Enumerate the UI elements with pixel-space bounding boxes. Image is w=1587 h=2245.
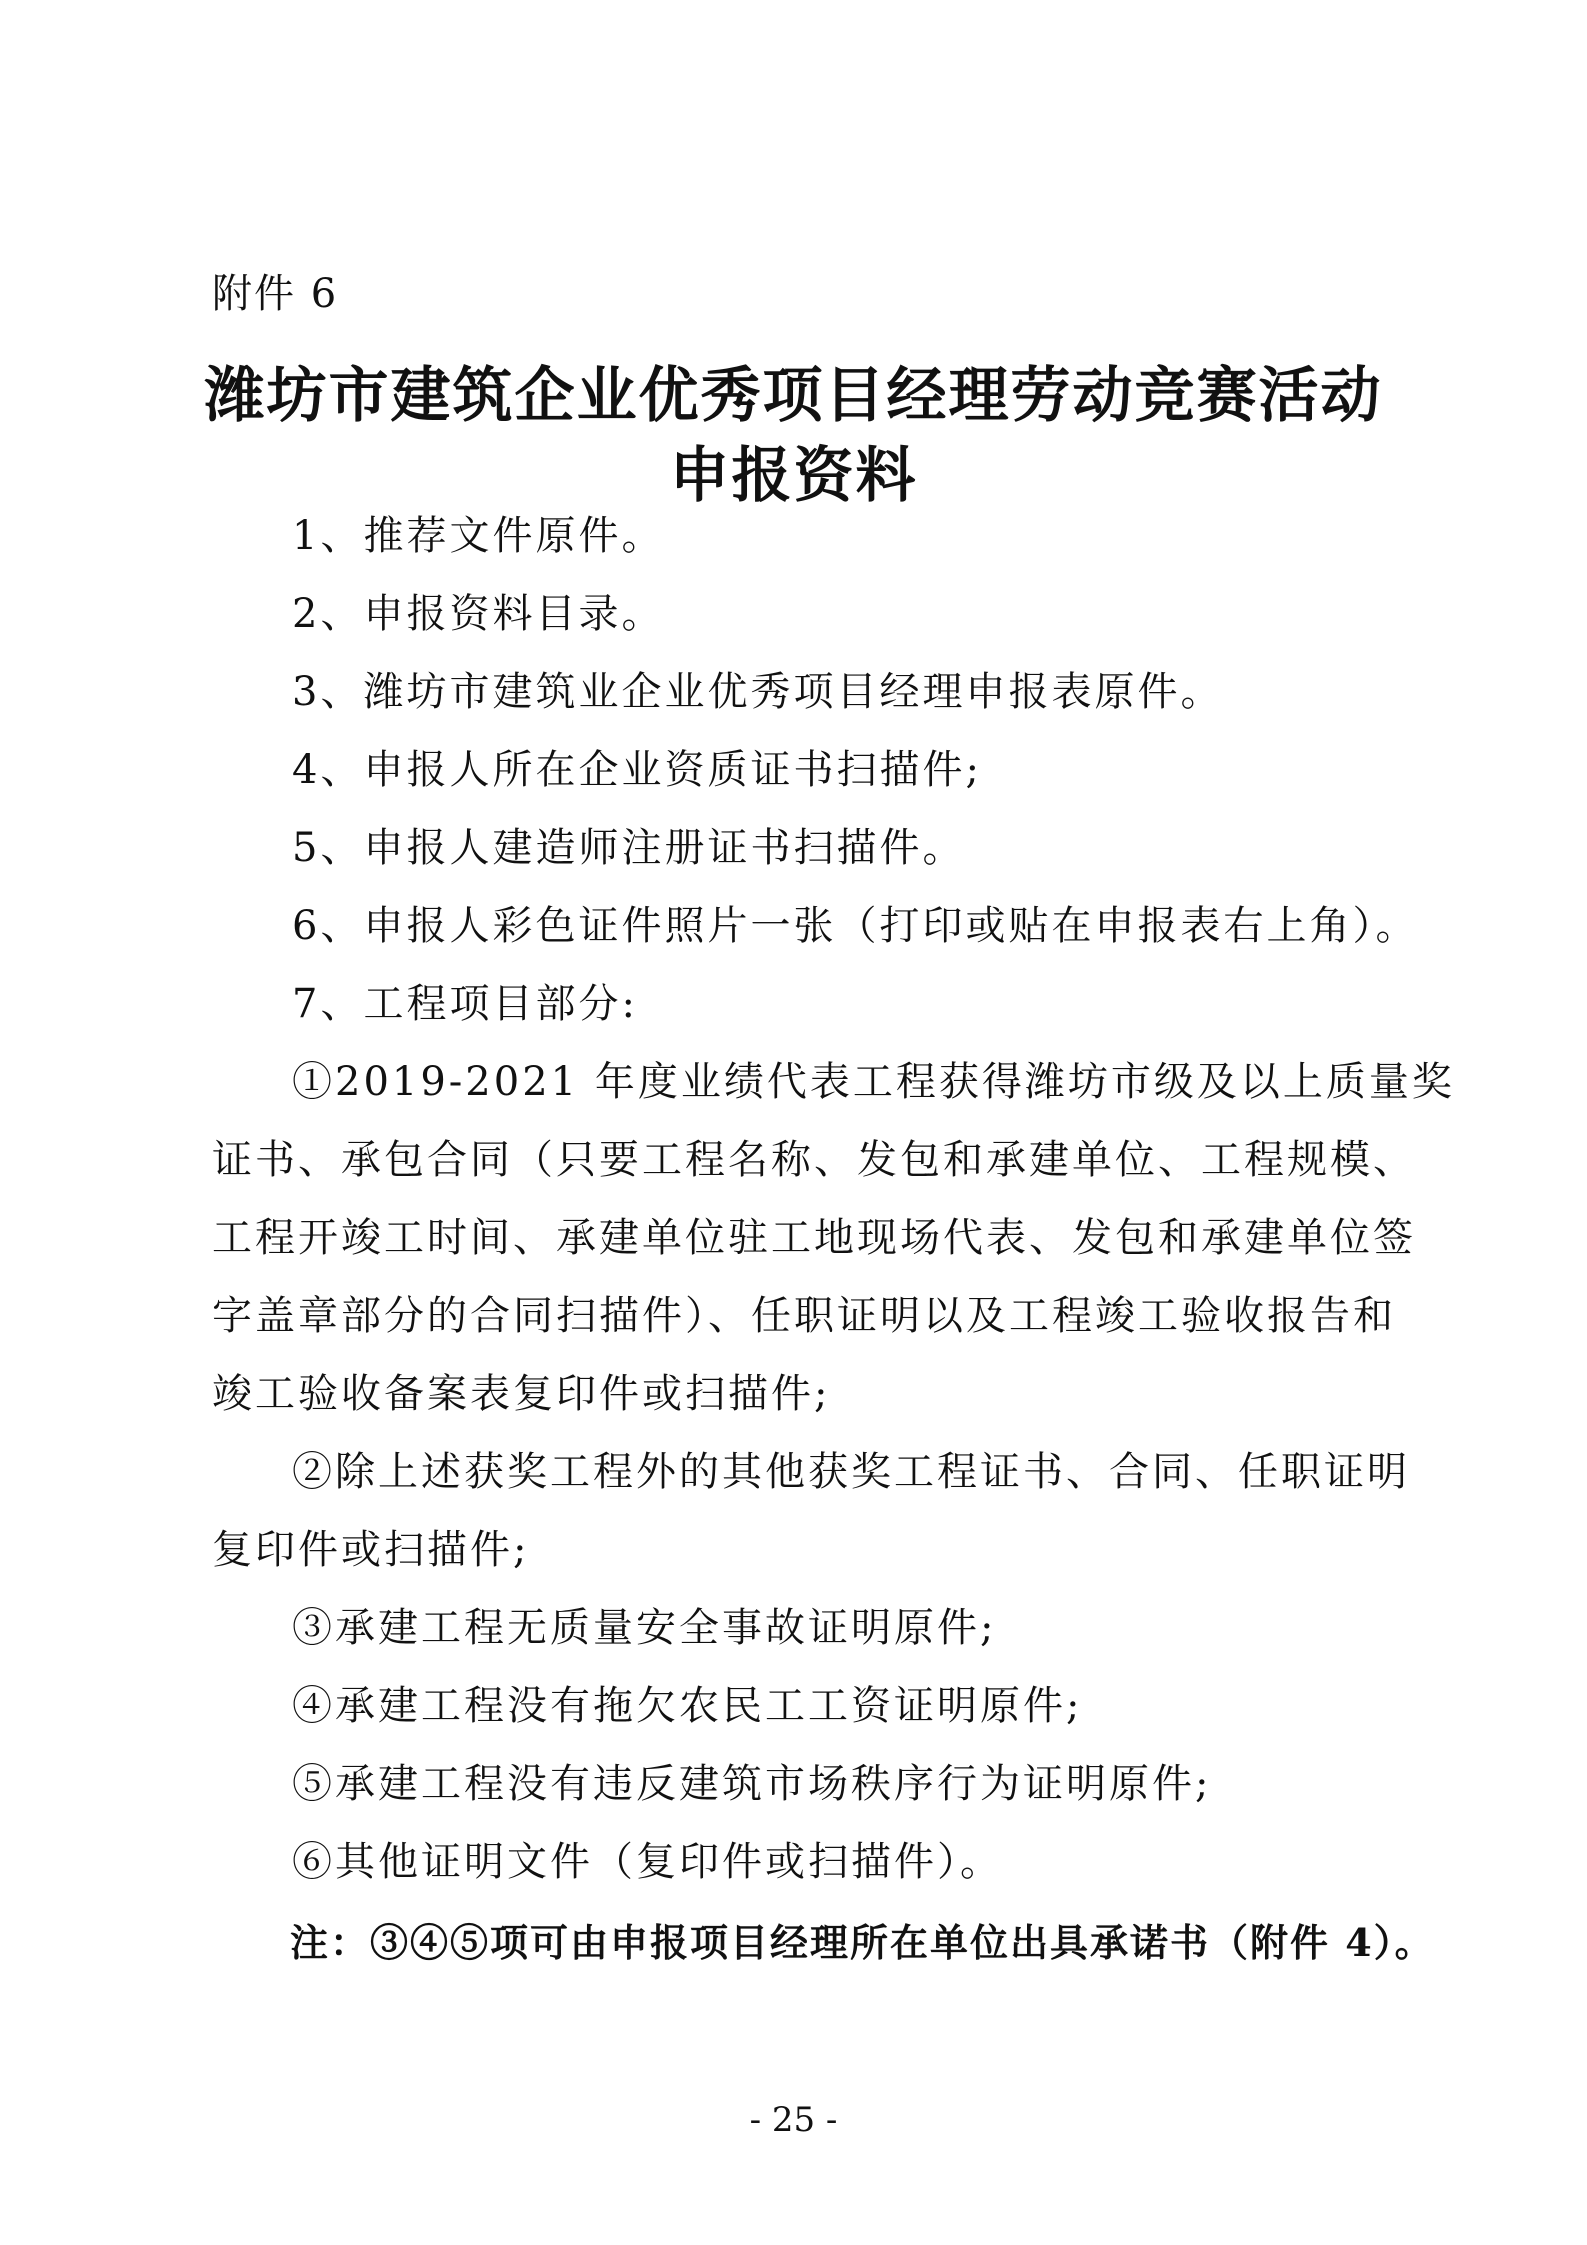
- sub-item-2-line: ②除上述获奖工程外的其他获奖工程证书、合同、任职证明: [292, 1449, 1410, 1495]
- sub-item-3: ③承建工程无质量安全事故证明原件;: [292, 1605, 997, 1651]
- note-text: 注：③④⑤项可由申报项目经理所在单位出具承诺书（附件 4）。: [290, 1920, 1435, 1965]
- page-title-line-2: 申报资料: [669, 441, 918, 511]
- sub-item-1-line: ①2019-2021 年度业绩代表工程获得潍坊市级及以上质量奖: [292, 1059, 1455, 1105]
- page-number: - 25 -: [749, 2100, 838, 2140]
- sub-item-1-line: 竣工验收备案表复印件或扫描件;: [212, 1371, 831, 1417]
- sub-item-1-line: 字盖章部分的合同扫描件）、任职证明以及工程竣工验收报告和: [212, 1293, 1396, 1339]
- list-item: 7、工程项目部分:: [292, 981, 638, 1027]
- list-item: 2、申报资料目录。: [292, 591, 665, 637]
- sub-item-2-line: 复印件或扫描件;: [212, 1527, 530, 1573]
- list-item: 3、潍坊市建筑业企业优秀项目经理申报表原件。: [292, 669, 1224, 715]
- list-item: 1、推荐文件原件。: [292, 513, 665, 559]
- list-item: 4、申报人所在企业资质证书扫描件;: [292, 747, 982, 793]
- sub-item-6: ⑥其他证明文件（复印件或扫描件）。: [292, 1839, 1003, 1885]
- sub-item-1-line: 证书、承包合同（只要工程名称、发包和承建单位、工程规模、: [212, 1137, 1416, 1183]
- attachment-label: 附件 6: [212, 271, 339, 317]
- page-title-line-1: 潍坊市建筑企业优秀项目经理劳动竞赛活动: [204, 361, 1383, 431]
- sub-item-5: ⑤承建工程没有违反建筑市场秩序行为证明原件;: [292, 1761, 1212, 1807]
- list-item: 6、申报人彩色证件照片一张（打印或贴在申报表右上角）。: [292, 903, 1419, 949]
- sub-item-4: ④承建工程没有拖欠农民工工资证明原件;: [292, 1683, 1083, 1729]
- list-item: 5、申报人建造师注册证书扫描件。: [292, 825, 966, 871]
- sub-item-1-line: 工程开竣工时间、承建单位驻工地现场代表、发包和承建单位签: [212, 1215, 1416, 1261]
